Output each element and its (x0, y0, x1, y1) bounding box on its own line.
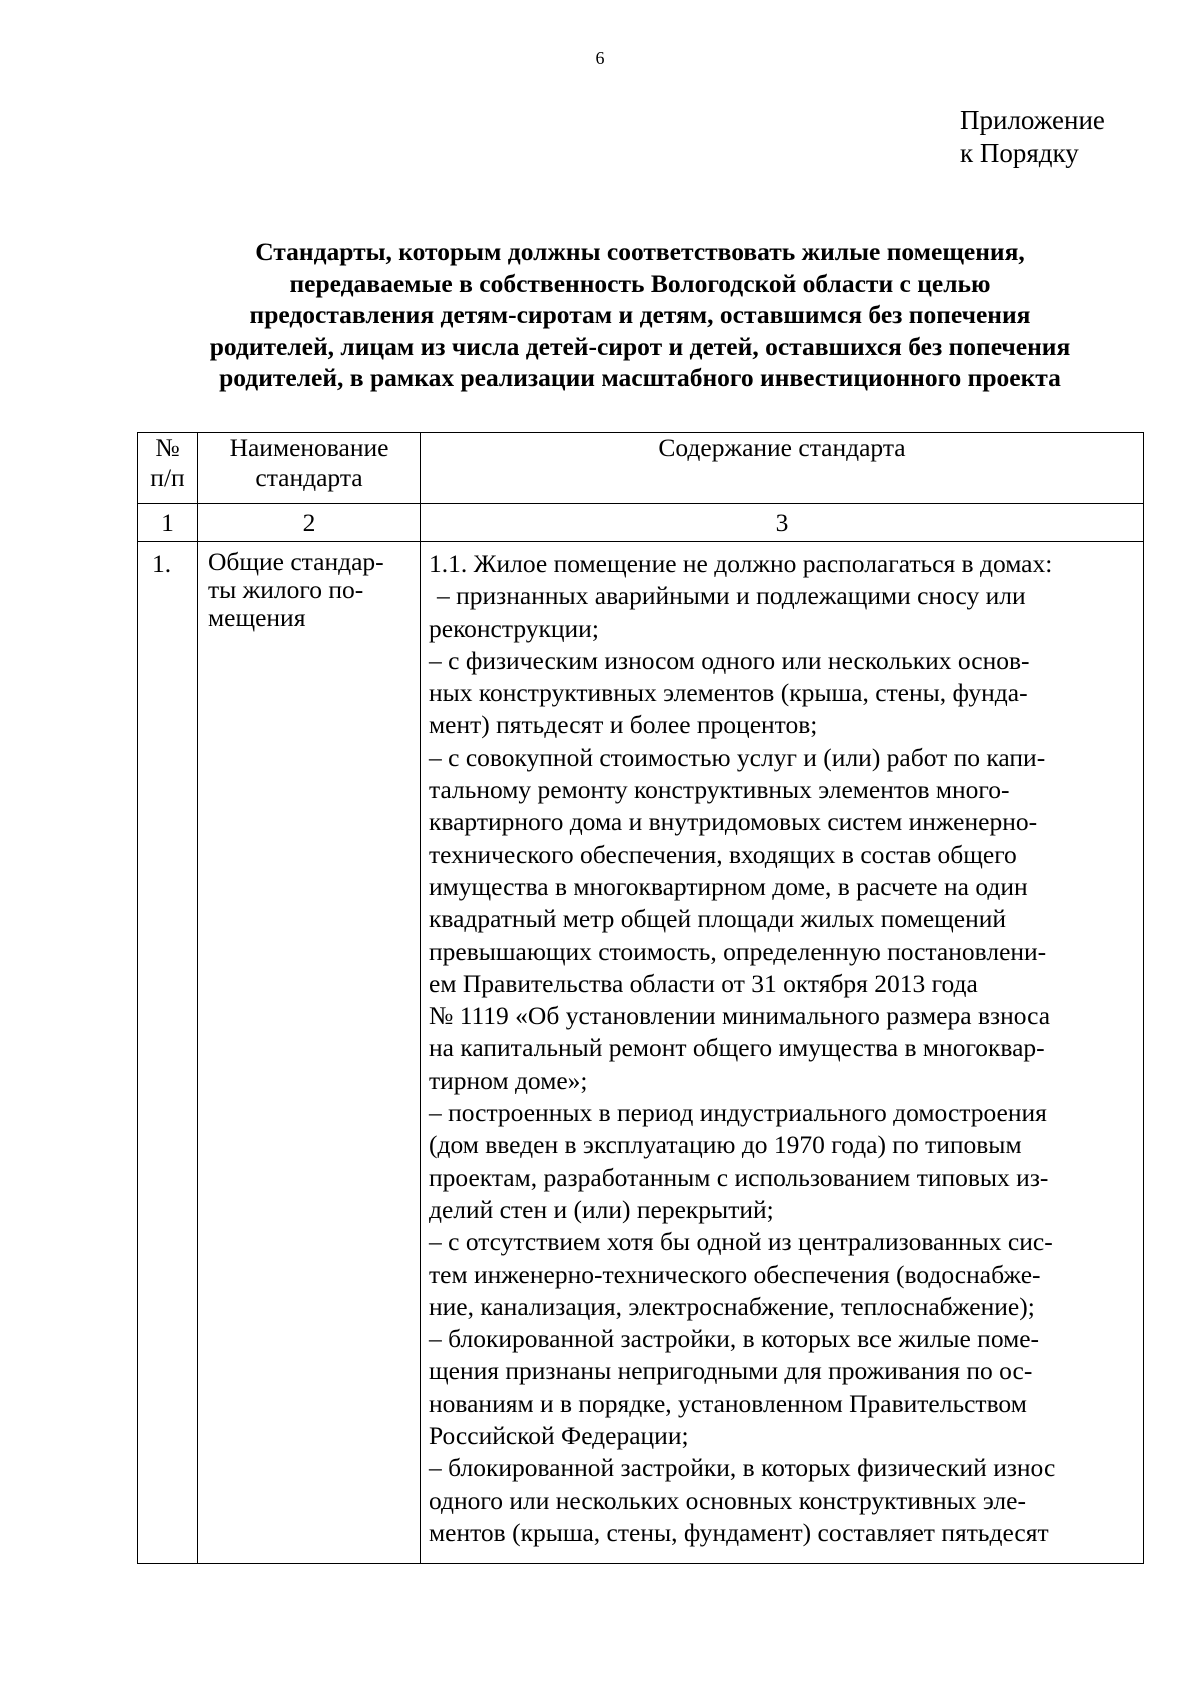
content-line: имущества в многоквартирном доме, в расчете на один (429, 871, 1028, 901)
title-line: родителей, в рамках реализации масштабного инвестиционного проекта (219, 363, 1061, 392)
name-line: Общие стандар- (208, 547, 384, 576)
title-line: передаваемые в собственность Вологодской области с целью (289, 268, 991, 298)
row-number: 1. (138, 542, 198, 1564)
header-number-line-2: п/п (150, 463, 185, 492)
content-line: – признанных аварийными и подлежащими сносу или (437, 581, 1026, 611)
content-line: Российской Федерации; (429, 1421, 689, 1451)
content-line: тирном доме»; (429, 1065, 588, 1095)
table-row (138, 542, 1144, 1564)
content-line: – с отсутствием хотя бы одной из централизованных сис- (429, 1227, 1053, 1257)
content-line: делий стен и (или) перекрытий; (429, 1194, 774, 1224)
header-content-label: Содержание стандарта (658, 433, 906, 462)
table-header-row (138, 433, 1144, 504)
title-line: родителей, лицам из числа детей-сирот и детей, оставшихся без попечения (209, 331, 1071, 361)
column-number: 2 (198, 504, 421, 542)
content-line: – с совокупной стоимостью услуг и (или) работ по капи- (429, 742, 1046, 772)
content-line: проектам, разработанным с использованием типовых из- (429, 1162, 1049, 1192)
content-line: 1.1. Жилое помещение не должно располагаться в домах: (429, 549, 1053, 578)
content-line: ем Правительства области от 31 октября 2013 года (429, 968, 978, 998)
content-line: ментов (крыша, стены, фундамент) составляет пятьдесят (429, 1517, 1049, 1547)
column-number: 1 (138, 504, 198, 542)
content-line: – построенных в период индустриального домостроения (429, 1098, 1047, 1128)
title-line: предоставления детям-сиротам и детям, оставшимся без попечения (249, 300, 1031, 329)
content-line: ных конструктивных элементов (крыша, стены, фунда- (429, 678, 1028, 708)
content-line: – блокированной застройки, в которых все жилые поме- (429, 1324, 1040, 1354)
content-line: тальному ремонту конструктивных элементов много- (429, 775, 1010, 805)
header-number-line-1: № (155, 433, 180, 462)
column-number-row (138, 504, 1144, 542)
content-line: (дом введен в эксплуатацию до 1970 года) по типовым (429, 1130, 1022, 1160)
content-line: ние, канализация, электроснабжение, теплоснабжение); (429, 1291, 1035, 1321)
header-name-line-2: стандарта (255, 463, 363, 492)
name-line: ты жилого по- (208, 575, 364, 604)
content-line: на капитальный ремонт общего имущества в многоквар- (429, 1033, 1045, 1063)
content-line: – блокированной застройки, в которых физический износ (429, 1453, 1056, 1483)
name-line: мещения (208, 603, 306, 632)
content-line: № 1119 «Об установлении минимального размера взноса (429, 1001, 1051, 1031)
content-line: квартирного дома и внутридомовых систем инженерно- (429, 807, 1038, 837)
appendix-line-1: Приложение (960, 105, 1105, 135)
content-line: нованиям и в порядке, установленном Правительством (429, 1388, 1027, 1418)
column-number: 3 (421, 504, 1144, 542)
header-name-line-1: Наименование (229, 433, 389, 462)
content-line: превышающих стоимость, определенную постановлени- (429, 936, 1047, 966)
row-standard-name (198, 542, 421, 1564)
header-name (198, 433, 421, 504)
content-line: – с физическим износом одного или нескольких основ- (429, 645, 1030, 675)
content-line: одного или нескольких основных конструктивных эле- (429, 1485, 1026, 1515)
content-line: квадратный метр общей площади жилых помещений (429, 904, 1007, 934)
header-content (421, 433, 1144, 504)
header-number (138, 433, 198, 504)
appendix-line-2: к Порядку (960, 138, 1079, 168)
document-title (150, 236, 1130, 394)
row-standard-content (421, 542, 1144, 1564)
page-number: 6 (595, 48, 605, 68)
content-line: реконструкции; (429, 613, 599, 643)
content-line: щения признаны непригодными для проживания по ос- (429, 1356, 1033, 1386)
title-line: Стандарты, которым должны соответствовать жилые помещения, (255, 237, 1025, 266)
standards-table (137, 432, 1144, 1564)
appendix-note (960, 104, 1105, 170)
content-line: мент) пятьдесят и более процентов; (429, 710, 818, 740)
content-line: технического обеспечения, входящих в состав общего (429, 839, 1017, 869)
content-line: тем инженерно-технического обеспечения (водоснабже- (429, 1259, 1041, 1289)
